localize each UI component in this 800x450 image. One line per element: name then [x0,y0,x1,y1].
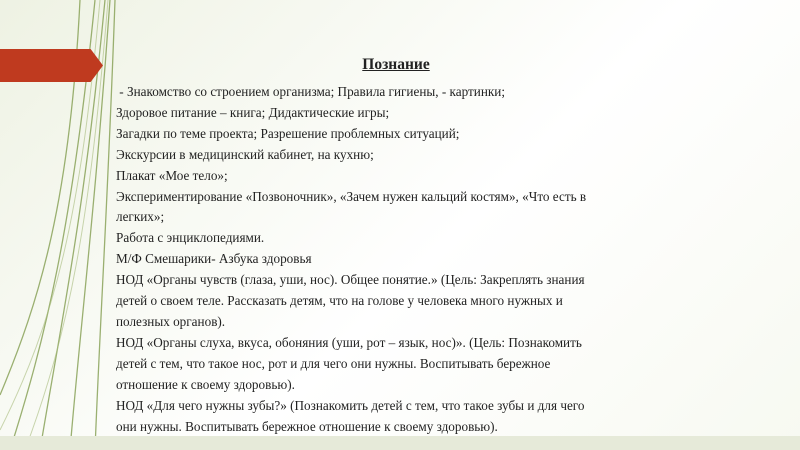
text-line: легких»; [116,209,165,225]
slide-title: Познание [362,56,430,73]
text-line: детей о своем теле. Рассказать детям, что на голове у человека много нужных и [116,293,563,309]
text-line: Работа с энциклопедиями. [116,230,265,246]
text-line: они нужны. Воспитывать бережное отношение к своему здоровью). [116,418,498,434]
bottom-strip [0,436,800,450]
text-line: детей с тем, что такое нос, рот и для чего они нужны. Воспитывать бережное [116,355,551,371]
text-line: Здоровое питание – книга; Дидактические игры; [116,104,390,120]
text-line: НОД «Органы слуха, вкуса, обоняния (уши, рот – язык, нос)». (Цель: Познакомить [116,334,582,350]
text-line: Загадки по теме проекта; Разрешение проблемных ситуаций; [116,125,460,141]
text-line: НОД «Для чего нужны зубы?» (Познакомить детей с тем, что такое зубы и для чего [116,397,585,413]
text-line: - Знакомство со строением организма; Правила гигиены, - картинки; [116,84,506,99]
text-line: отношение к своему здоровью). [116,376,295,392]
slide-content [116,56,676,437]
text-line: Экспериментирование «Позвоночник», «Зачем нужен кальций костям», «Что есть в [116,188,587,204]
text-line: М/Ф Смешарики- Азбука здоровья [116,251,312,267]
banner-arrow-icon [0,49,103,82]
text-line: Плакат «Мое тело»; [116,167,228,183]
text-line: НОД «Органы чувств (глаза, уши, нос). Общее понятие.» (Цель: Закреплять знания [116,272,585,288]
text-line: полезных органов). [116,313,226,329]
text-lines [116,82,676,437]
text-line: Экскурсии в медицинский кабинет, на кухню; [116,146,374,162]
